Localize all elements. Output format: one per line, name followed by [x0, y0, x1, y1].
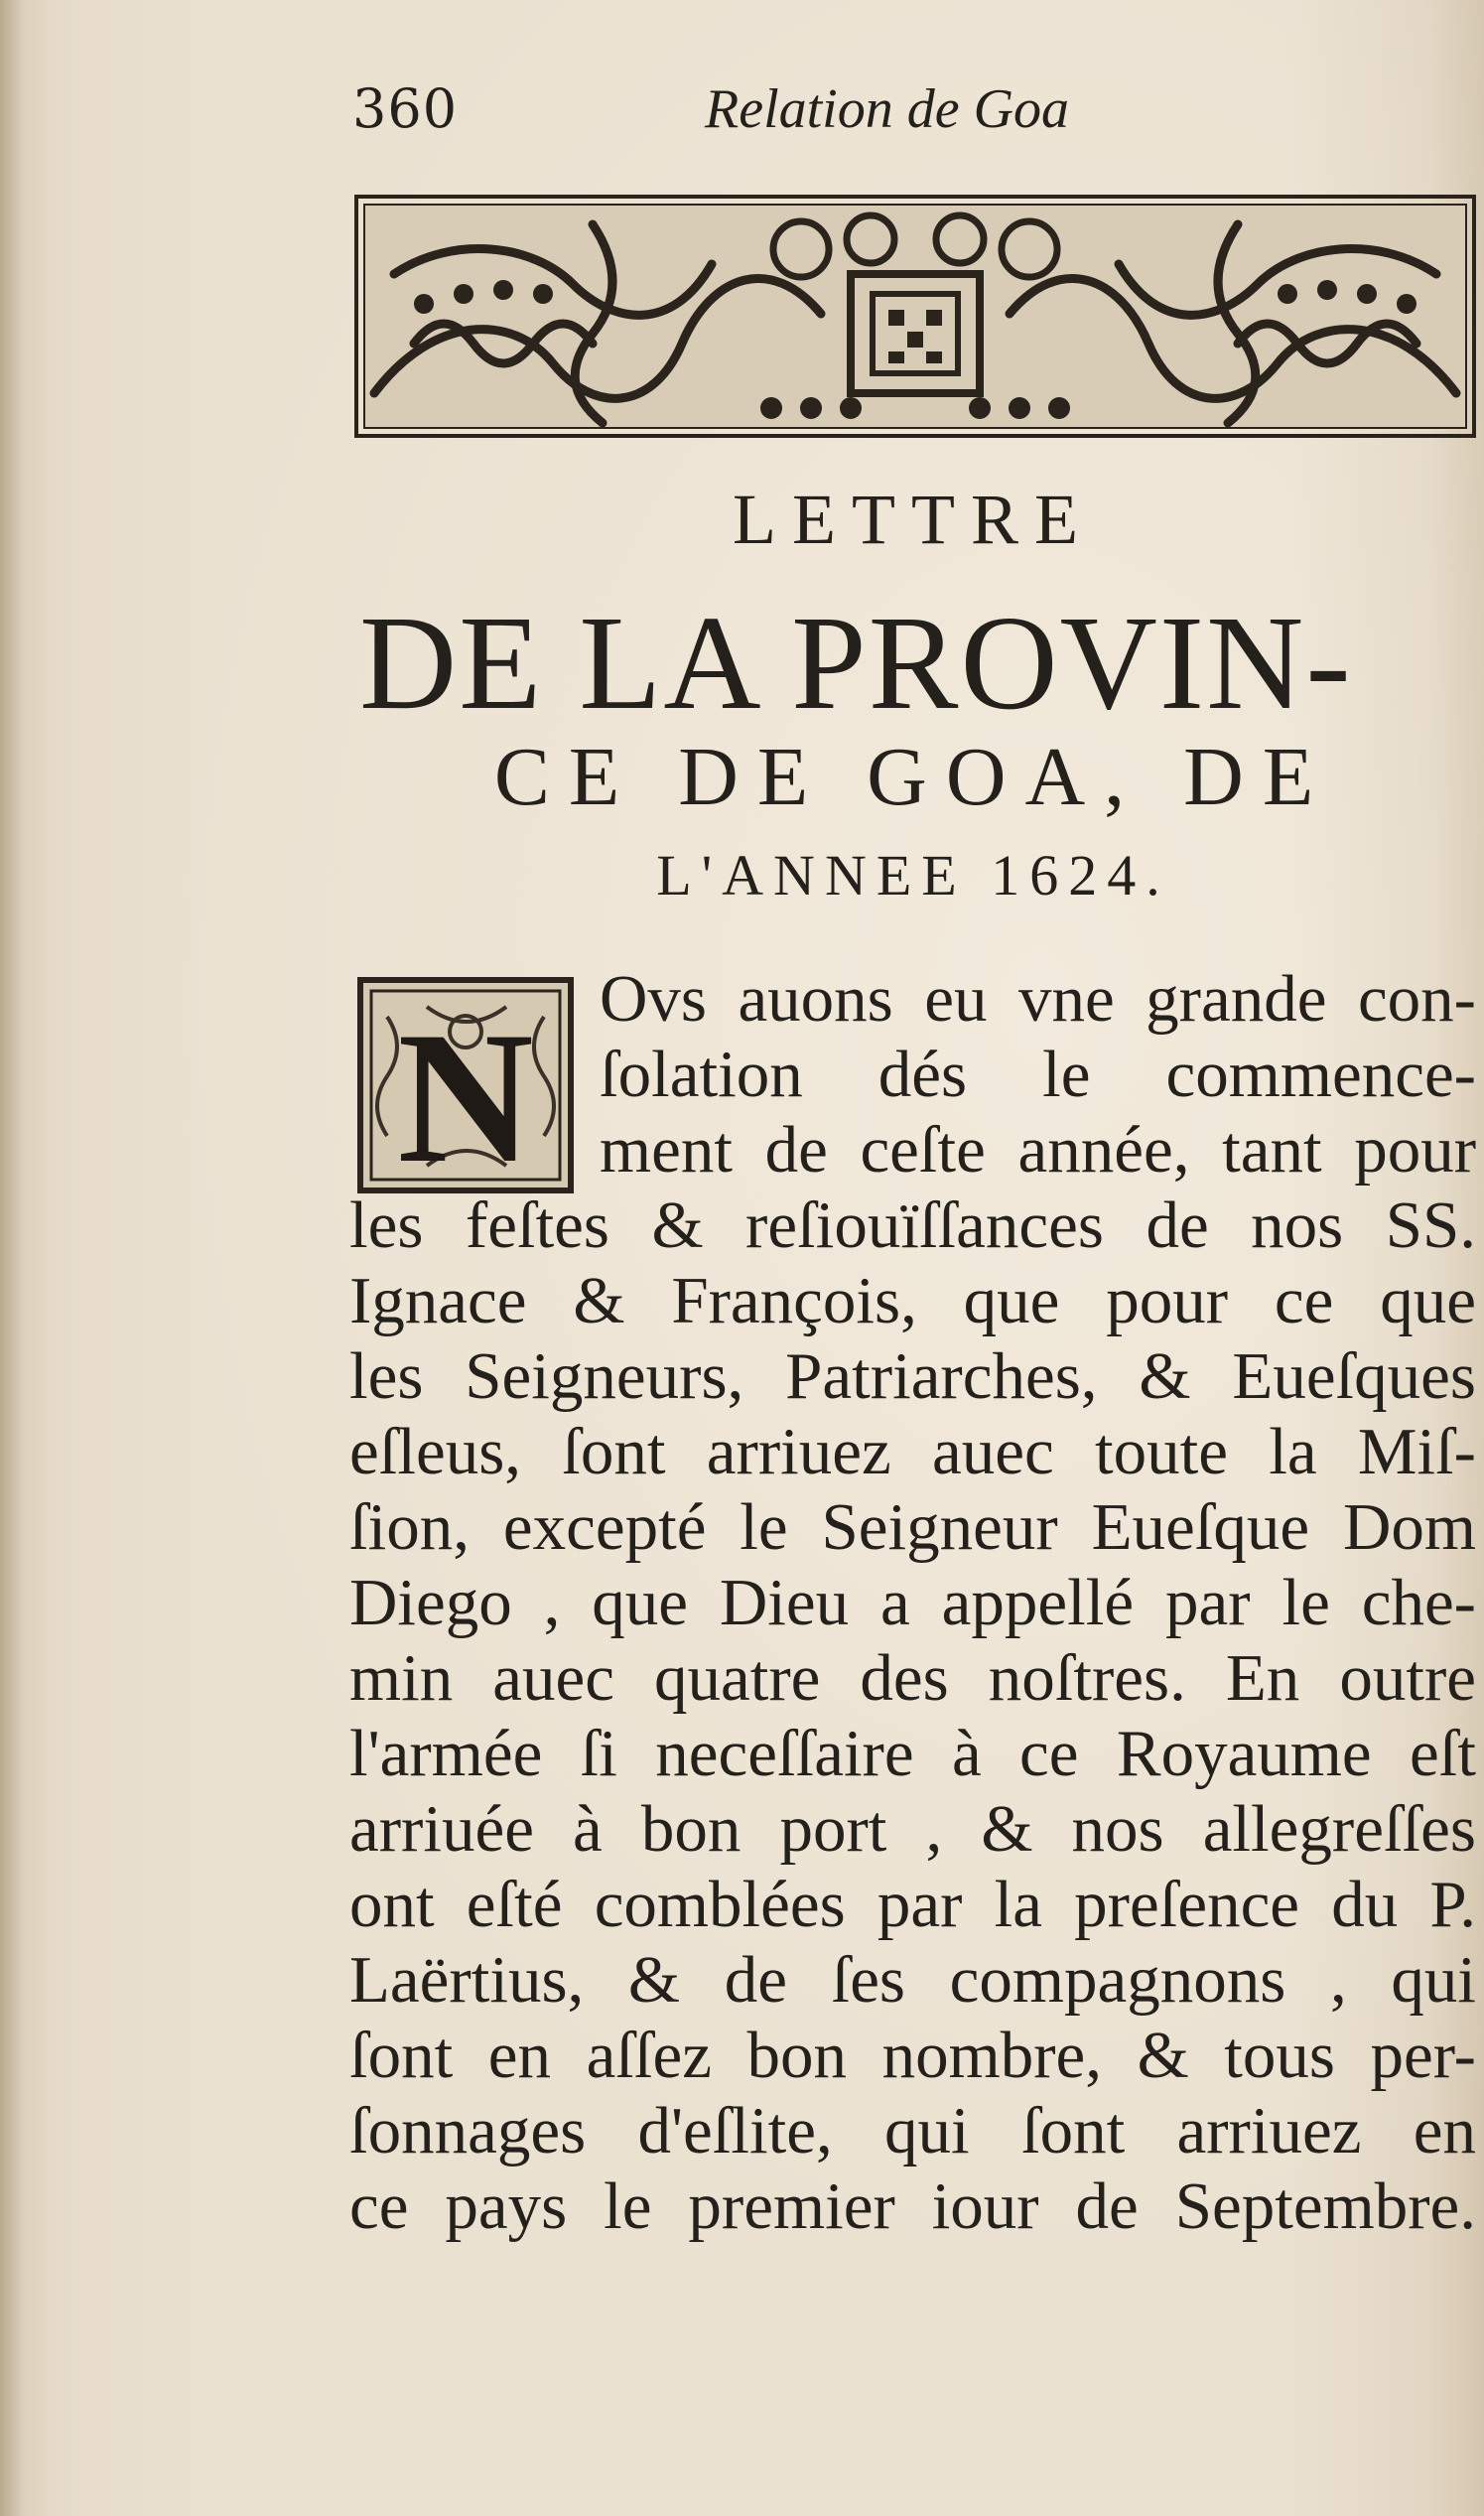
svg-text:N: N: [397, 994, 534, 1193]
body-line: Laërtius, & de ſes compagnons , qui: [349, 1943, 1476, 2017]
body-line: les Seigneurs, Patriarches, & Eueſques: [349, 1339, 1476, 1413]
body-line: ce pays le premier iour de Septembre.: [349, 2169, 1476, 2243]
page-gutter-shadow: [0, 0, 24, 2516]
title-line-1: LETTRE: [733, 480, 1094, 559]
body-line: ſont en aſſez bon nombre, & tous per-: [349, 2019, 1476, 2092]
running-title: Relation de Goa: [705, 78, 1070, 140]
title-line-3: CE DE GOA, DE: [493, 731, 1333, 823]
ornamental-headpiece: [354, 195, 1476, 438]
body-line: l'armée ſi neceſſaire à ce Royaume eſt: [349, 1717, 1476, 1790]
body-line: Diego , que Dieu a appellé par le che-: [349, 1566, 1476, 1639]
body-line: ſonnages d'eſlite, qui ſont arriuez en: [349, 2094, 1476, 2167]
body-line: ont eſté comblées par la preſence du P.: [349, 1868, 1476, 1941]
body-line: ment de ceſte année, tant pour: [600, 1113, 1476, 1187]
body-line: min auec quatre des noſtres. En outre: [349, 1641, 1476, 1715]
body-line: les feſtes & reſiouïſſances de nos SS.: [349, 1188, 1476, 1262]
title-line-4: L'ANNEE 1624.: [656, 843, 1170, 908]
body-line: eſleus, ſont arriuez auec toute la Miſ-: [349, 1415, 1476, 1488]
body-line: arriuée à bon port , & nos allegreſſes: [349, 1792, 1476, 1866]
body-line: Ovs auons eu vne grande con-: [600, 962, 1476, 1036]
title-line-2: DE LA PROVIN-: [359, 589, 1353, 738]
page-number: 360: [352, 77, 459, 140]
body-line: Ignace & François, que pour ce que: [349, 1264, 1476, 1337]
body-text: [349, 961, 1476, 2244]
running-head: [352, 77, 1464, 157]
body-line: ſion, excepté le Seigneur Eueſque Dom: [349, 1490, 1476, 1564]
body-line: ſolation dés le commence-: [600, 1038, 1476, 1111]
